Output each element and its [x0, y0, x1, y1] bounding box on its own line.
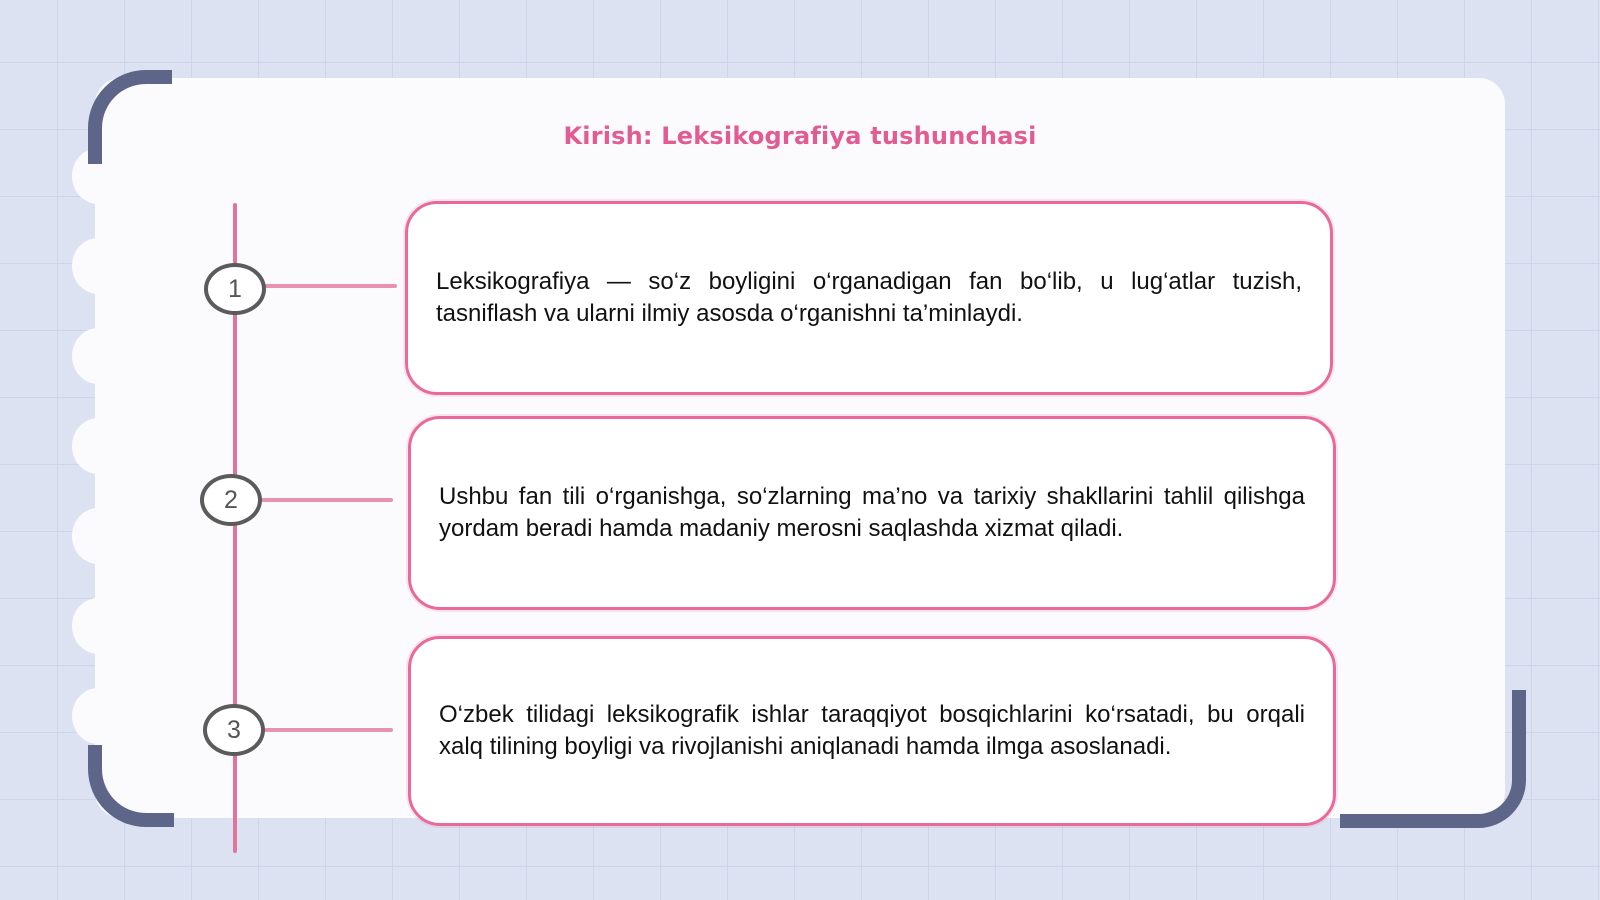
step-text: Ushbu fan tili o‘rganishga, so‘zlarning ma’no va tarixiy shakllarini tahlil qilishga yordam beradi hamda madaniy merosni saqlashda xizmat qiladi.	[439, 483, 1305, 542]
corner-bracket-bottom-left	[88, 745, 174, 827]
step-card	[408, 416, 1336, 610]
step-number-badge: 1	[204, 263, 266, 315]
step-card	[405, 201, 1333, 395]
notebook-scallop	[72, 508, 124, 564]
timeline-connector	[261, 498, 393, 502]
step-text: Leksikografiya — so‘z boyligini o‘rganadigan fan bo‘lib, u lug‘atlar tuzish, tasniflash va ularni ilmiy asosda o‘rganishni ta’minlaydi.	[436, 268, 1302, 327]
notebook-scallop	[72, 598, 124, 654]
notebook-scallop	[72, 688, 124, 744]
step-number-badge: 2	[200, 474, 262, 526]
notebook-scallop	[72, 328, 124, 384]
notebook-scallop	[72, 238, 124, 294]
step-card	[408, 636, 1336, 826]
corner-bracket-bottom-right	[1340, 690, 1526, 828]
notebook-scallop	[72, 418, 124, 474]
step-text: O‘zbek tilidagi leksikografik ishlar taraqqiyot bosqichlarini ko‘rsatadi, bu orqali xalq tilining boyligi va rivojlanishi aniqlanadi hamda ilmga asoslanadi.	[439, 701, 1305, 760]
step-number-badge: 3	[203, 704, 265, 756]
timeline-connector	[264, 728, 393, 732]
timeline-connector	[264, 284, 397, 288]
slide-title: Kirish: Leksikografiya tushunchasi	[563, 122, 1037, 150]
